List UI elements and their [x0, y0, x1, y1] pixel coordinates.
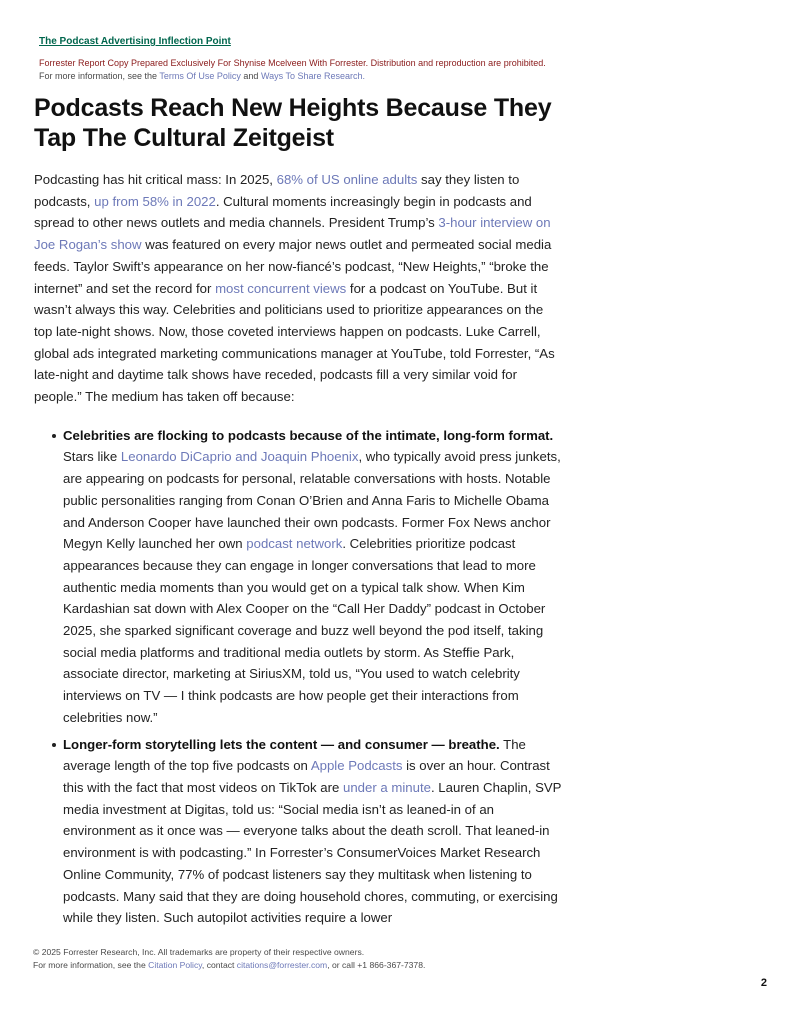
under-a-minute-link[interactable]: under a minute: [343, 779, 431, 795]
bullet-2-text-2: is over an hour. Contrast this with the fact that most videos on TikTok are: [63, 758, 550, 795]
intro-paragraph: [34, 169, 564, 408]
and-text: and: [240, 71, 261, 81]
section-heading: Podcasts Reach New Heights Because They Tap The Cultural Zeitgeist: [34, 94, 552, 152]
footer-info-prefix: For more information, see the: [33, 960, 149, 970]
apple-podcasts-link[interactable]: Apple Podcasts: [310, 758, 403, 774]
terms-of-use-link[interactable]: Terms Of Use Policy: [159, 71, 241, 81]
stat-68-link[interactable]: 68% of US online adults: [276, 172, 418, 187]
bullet-2-text-1: The average length of the top five podcasts on: [63, 736, 526, 774]
info-line: [39, 70, 759, 83]
footer-info-line: [33, 959, 753, 972]
footer-phone-text: , or call +1 866-367-7378.: [327, 960, 426, 970]
concurrent-views-link[interactable]: most concurrent views: [215, 280, 347, 296]
bullet-1-text-2: , who typically avoid press junkets, are appearing on podcasts for personal, relatable conversations with hosts. Notable public personalities ranging from Conan O’Brien and Anna Faris to Michelle Obama and Anderson Cooper have launched their own podcasts. Former Fox News anchor Megyn Kelly launched her own: [63, 449, 561, 552]
bullet-1-text-1: Stars like: [63, 449, 121, 465]
list-item: [63, 734, 564, 929]
dicaprio-phoenix-link[interactable]: Leonardo DiCaprio and Joaquin Phoenix: [120, 449, 359, 465]
rogan-interview-link[interactable]: 3-hour interview on Joe Rogan’s show: [34, 215, 551, 253]
copy-notice: Forrester Report Copy Prepared Exclusively For Shynise Mcelveen With Forrester. Distribution and reproduction are prohibited.: [39, 58, 546, 68]
stat-58-link[interactable]: up from 58% in 2022: [94, 193, 216, 209]
copy-notice-block: [39, 57, 759, 83]
intro-text-2: say they listen to podcasts,: [34, 172, 520, 209]
podcast-network-link[interactable]: podcast network: [246, 536, 343, 552]
bullet-1-lead: Celebrities are flocking to podcasts because of the intimate, long-form format.: [63, 427, 554, 443]
citations-email-link[interactable]: citations@forrester.com: [236, 960, 328, 970]
page-footer: [33, 946, 753, 972]
report-title-link[interactable]: The Podcast Advertising Inflection Point: [39, 36, 231, 47]
ways-to-share-link[interactable]: Ways To Share Research.: [260, 71, 365, 81]
bullet-list: [34, 425, 564, 929]
bullet-1-text-3: . Celebrities prioritize podcast appearances because they can engage in longer conversations that lead to more authentic media moments than you would get on a typical talk show. When Kim Kardashian sat down with Alex Cooper on the “Call Her Daddy” podcast in October 2025, she sparked significant coverage and buzz well beyond the pod itself, taking social media platforms and traditional media outlets by storm. As Steffie Park, associate director, marketing at SiriusXM, told us, “You used to watch celebrity interviews on TV — I think podcasts are how people get their interactions from celebrities now.”: [63, 536, 546, 725]
page-header: [39, 31, 759, 83]
intro-text-5: for a podcast on YouTube. But it wasn’t always this way. Celebrities and politicians used to prioritize appearances on the top late-night shows. Now, those coveted interviews happen on podcasts. Luke Carrell, global ads integrated marketing communications manager at YouTube, told Forrester, “As late-night and daytime talk shows have receded, podcasts fill a very similar void for people.” The medium has taken off because:: [34, 280, 555, 405]
list-item: [63, 425, 564, 729]
copyright-text: © 2025 Forrester Research, Inc. All trademarks are property of their respective owners.: [33, 947, 365, 957]
intro-text-4: was featured on every major news outlet and permeated social media feeds. Taylor Swift’s appearance on her now-fiancé’s podcast, “New Heights,” “broke the internet” and set the record for: [34, 237, 552, 296]
info-prefix: For more information, see the: [39, 71, 160, 81]
intro-text-1: Podcasting has hit critical mass: In 2025,: [34, 172, 277, 187]
footer-contact-text: , contact: [201, 960, 237, 970]
citation-policy-link[interactable]: Citation Policy: [148, 960, 202, 970]
bullet-2-lead: Longer-form storytelling lets the content — and consumer — breathe.: [63, 736, 500, 752]
intro-text-3: . Cultural moments increasingly begin in podcasts and spread to other news outlets and media channels. President Trump’s: [34, 193, 532, 231]
main-content: [34, 93, 564, 934]
bullet-2-text-3: . Lauren Chaplin, SVP media investment at Digitas, told us: “Social media isn’t as leaned-in of an environment as it once was — everyone talks about the death scroll. That leaned-in environment is with podcasting.” In Forrester’s ConsumerVoices Market Research Online Community, 77% of podcast listeners say they multitask when listening to podcasts. Many said that they are doing household chores, commuting, or exercising while they listen. Such autopilot activities require a lower: [63, 779, 562, 926]
page-number: 2: [760, 977, 767, 989]
